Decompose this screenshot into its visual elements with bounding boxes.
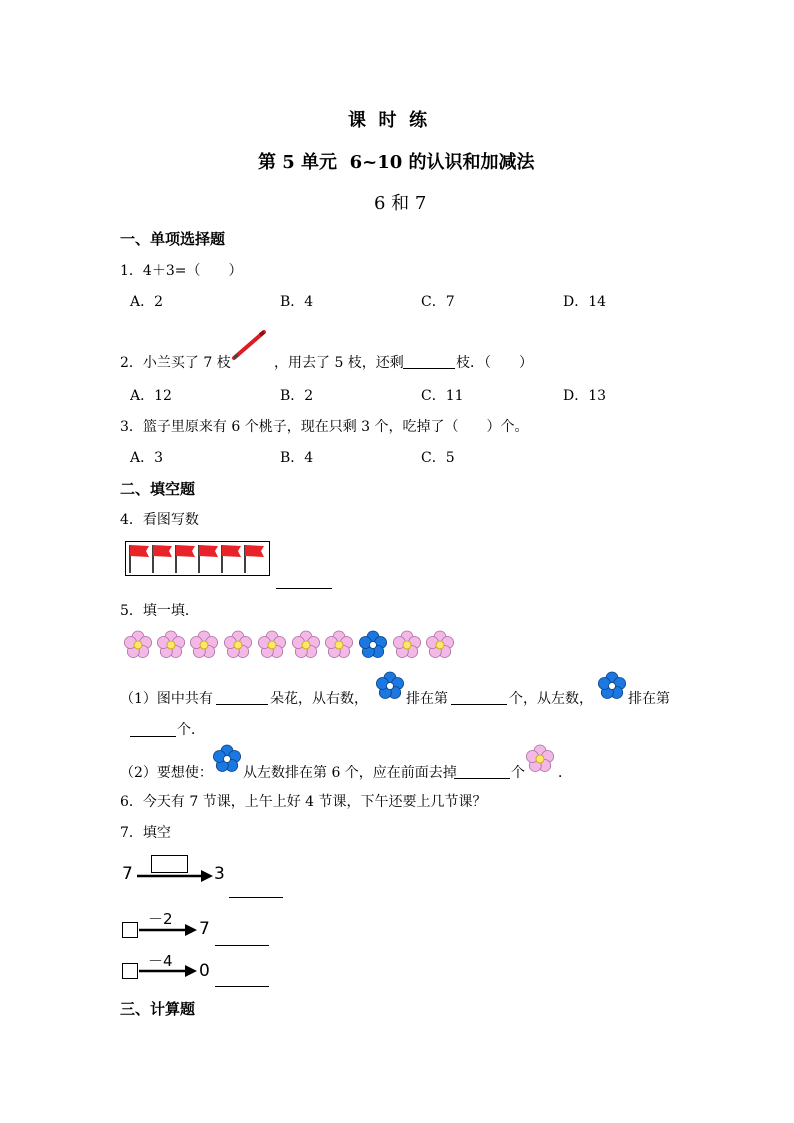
q7-row3-input-box[interactable] (122, 963, 138, 979)
q2-stem-a: 2．小兰买了 7 枝 (120, 355, 231, 371)
q7-row3-operator: －4 (148, 952, 173, 970)
q5-p2-b: 从左数排在第 6 个，应在前面去掉 (243, 765, 457, 781)
flower-row (122, 630, 458, 660)
q2-option-c: C．11 (421, 388, 464, 404)
q7-row2-answer-blank[interactable] (215, 931, 269, 946)
unit-title: 第 5 单元 6~10 的认识和加减法 (258, 152, 535, 173)
q5-p1-e: 排在第 (628, 691, 670, 707)
q1-option-c: C．7 (421, 294, 455, 310)
flags-picture (125, 541, 271, 577)
q7-row3-right: 0 (199, 961, 210, 981)
q5-p2-d: ． (558, 765, 572, 781)
pink-flower-icon (426, 631, 453, 658)
blue-flower-icon (211, 744, 243, 774)
section-2-heading: 二、填空题 (120, 480, 196, 498)
pink-flower-icon (224, 631, 251, 658)
q5-p1-a: （1）图中共有 (120, 691, 213, 707)
q5-p1-f: 个． (177, 722, 205, 738)
q5-total-blank[interactable] (216, 690, 268, 705)
q3-option-a: A．3 (130, 450, 164, 466)
pink-flower-icon (190, 631, 217, 658)
q2-answer-blank[interactable] (403, 354, 455, 369)
q1-option-d: D．14 (563, 294, 607, 310)
q7-row2-arrow (139, 924, 197, 936)
q3-stem: 3．篮子里原来有 6 个桃子，现在只剩 3 个，吃掉了（ ）个。 (120, 419, 529, 435)
q2-option-b: B．2 (280, 388, 314, 404)
section-3-heading: 三、计算题 (120, 1000, 196, 1018)
lesson-title: 6 和 7 (374, 193, 427, 214)
q7-row1-right: 3 (214, 864, 225, 884)
pink-flower-icon (524, 744, 556, 774)
pink-flower-icon (258, 631, 285, 658)
q7-row1-answer-blank[interactable] (229, 883, 283, 898)
pencil-icon (230, 328, 268, 362)
q7-row1-left: 7 (122, 864, 133, 884)
q2-option-a: A．12 (130, 388, 172, 404)
q4-stem: 4．看图写数 (120, 512, 199, 528)
q7-row2-right: 7 (199, 919, 210, 939)
q5-remove-blank[interactable] (454, 764, 510, 779)
q7-row1-arrow (137, 870, 213, 882)
q5-stem: 5．填一填． (120, 603, 199, 619)
q1-stem: 1．4＋3=（ ） (120, 263, 243, 279)
q2-option-d: D．13 (563, 388, 607, 404)
q1-option-b: B．4 (280, 294, 314, 310)
q3-option-c: C．5 (421, 450, 455, 466)
q3-option-b: B．4 (280, 450, 314, 466)
pink-flower-icon (157, 631, 184, 658)
q1-option-a: A．2 (130, 294, 164, 310)
section-1-heading: 一、单项选择题 (120, 230, 226, 248)
q7-row3-answer-blank[interactable] (215, 972, 269, 987)
blue-flower-icon (374, 671, 406, 701)
q7-stem: 7．填空 (120, 825, 171, 841)
blue-flower-icon (359, 631, 386, 658)
q5-p2-c: 个 (511, 765, 525, 781)
q5-p2-a: （2）要想使： (120, 765, 213, 781)
pink-flower-icon (124, 631, 151, 658)
q7-row2-input-box[interactable] (122, 922, 138, 938)
q5-p1-c: 排在第 (406, 691, 448, 707)
q5-p1-b: 朵花，从右数， (270, 691, 368, 707)
q6-stem: 6．今天有 7 节课，上午上好 4 节课，下午还要上几节课？ (120, 794, 487, 810)
q5-p1-d: 个，从左数， (509, 691, 593, 707)
q2-stem-c: 枝．（ ） (456, 355, 533, 371)
pink-flower-icon (393, 631, 420, 658)
q2-stem-b: ，用去了 5 枝，还剩 (274, 355, 404, 371)
q7-row3-arrow (139, 965, 197, 977)
q5-right-position-blank[interactable] (451, 690, 507, 705)
q7-row2-operator: －2 (148, 910, 173, 928)
q4-answer-blank[interactable] (276, 574, 332, 589)
pink-flower-icon (325, 631, 352, 658)
blue-flower-icon (596, 671, 628, 701)
q5-left-position-blank[interactable] (130, 722, 176, 737)
page-title: 课 时 练 (348, 110, 428, 131)
pink-flower-icon (292, 631, 319, 658)
